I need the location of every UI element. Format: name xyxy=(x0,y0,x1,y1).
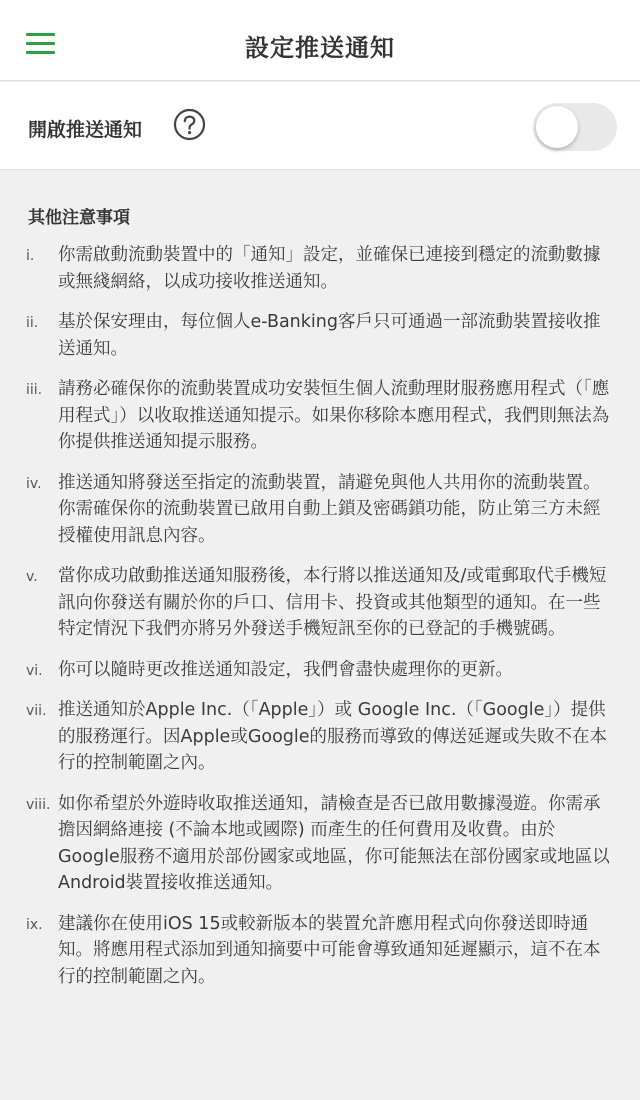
note-text: 推送通知將發送至指定的流動裝置，請避免與他人共用你的流動裝置。你需確保你的流動裝置已啟用自動上鎖及密碼鎖功能，防止第三方未經授權使用訊息內容。 xyxy=(58,472,601,546)
note-number: vii. xyxy=(26,703,47,719)
note-item xyxy=(26,470,616,550)
page-title: 設定推送通知 xyxy=(245,34,395,62)
app-header xyxy=(0,0,640,81)
note-number: ii. xyxy=(26,315,39,331)
notes-section xyxy=(26,203,616,1004)
notes-list xyxy=(26,242,616,990)
note-item xyxy=(26,697,616,777)
note-text: 請務必確保你的流動裝置成功安裝恒生個人流動理財服務應用程式（「應用程式」）以收取推送通知提示。如果你移除本應用程式，我們則無法為你提供推送通知提示服務。 xyxy=(58,379,610,452)
note-number: v. xyxy=(26,569,38,585)
note-number: vi. xyxy=(26,662,43,679)
note-text: 當你成功啟動推送通知服務後，本行將以推送通知及/或電郵取代手機短訊向你發送有關於你的戶口、信用卡、投資或其他類型的通知。在一些特定情況下我們亦將另外發送手機短訊至你的已登記的手機號碼。 xyxy=(58,566,607,639)
push-notification-label: 開啟推送通知 xyxy=(28,119,143,141)
note-text: 如你希望於外遊時收取推送通知，請檢查是否已啟用數據漫遊。你需承擔因網絡連接 (不論本地或國際) 而產生的任何費用及收費。由於Google服務不適用於部份國家或地區，你可能無法在部份國家或地區以Android裝置接收推送通知。 xyxy=(58,793,610,893)
note-text: 你可以隨時更改推送通知設定，我們會盡快處理你的更新。 xyxy=(58,659,513,680)
note-number: iii. xyxy=(26,382,43,398)
note-text: 你需啟動流動裝置中的「通知」設定，並確保已連接到穩定的流動數據或無綫網絡，以成功接收推送通知。 xyxy=(58,245,601,292)
note-text: 推送通知於Apple Inc.（「Apple」）或 Google Inc.（「Google」）提供的服務運行。因Apple或Google的服務而導致的傳送延遲或失敗不在本行的控制範圍之內。 xyxy=(58,700,608,773)
note-number: ix. xyxy=(26,916,43,933)
note-item xyxy=(26,791,616,897)
notes-title: 其他注意事項 xyxy=(28,208,130,228)
toggle-knob xyxy=(536,106,578,148)
note-number: i. xyxy=(26,248,35,264)
note-text: 建議你在使用iOS 15或較新版本的裝置允許應用程式向你發送即時通知。將應用程式添加到通知摘要中可能會導致通知延遲顯示，這不在本行的控制範圍之內。 xyxy=(58,913,601,987)
question-circle-icon[interactable] xyxy=(173,108,206,141)
push-notification-setting-row xyxy=(0,82,640,170)
note-text: 基於保安理由，每位個人e-Banking客戶只可通過一部流動裝置接收推送通知。 xyxy=(58,312,601,359)
note-item xyxy=(26,563,616,643)
push-notification-toggle[interactable] xyxy=(533,103,617,151)
note-item xyxy=(26,911,616,991)
note-number: iv. xyxy=(26,475,42,492)
note-item xyxy=(26,309,616,362)
note-item xyxy=(26,657,616,684)
note-item xyxy=(26,242,616,295)
note-item xyxy=(26,376,616,456)
note-number: viii. xyxy=(26,796,51,813)
